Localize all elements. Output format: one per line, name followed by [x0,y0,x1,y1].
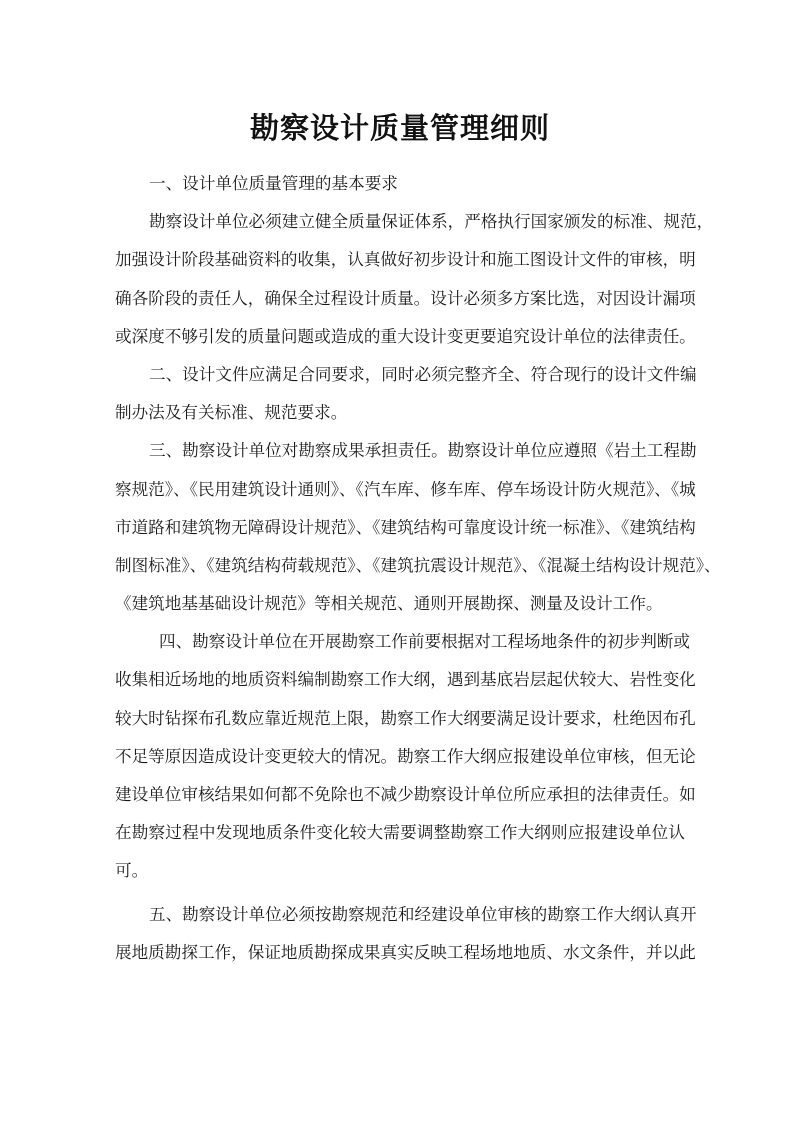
paragraph-line: 三、勘察设计单位对勘察成果承担责任。勘察设计单位应遵照《岩土工程勘 [149,441,697,461]
paragraph-line: 收集相近场地的地质资料编制勘察工作大纲，遇到基底岩层起伏较大、岩性变化 [115,670,696,690]
section-heading: 一、设计单位质量管理的基本要求 [149,174,398,193]
paragraph-line: 制图标准》、《建筑结构荷载规范》、《建筑抗震设计规范》、《混凝土结构设计规范》、 [115,555,721,575]
paragraph-line: 制办法及有关标准、规范要求。 [115,403,348,423]
document-title: 勘察设计质量管理细则 [249,111,550,145]
paragraph-line: 或深度不够引发的质量问题或造成的重大设计变更要追究设计单位的法律责任。 [115,326,696,346]
paragraph-line: 五、勘察设计单位必须按勘察规范和经建设单位审核的勘察工作大纲认真开 [149,904,697,924]
paragraph-line: 察规范》、《民用建筑设计通则》、《汽车库、修车库、停车场设计防火规范》、《城 [115,479,696,499]
paragraph-line: 在勘察过程中发现地质条件变化较大需要调整勘察工作大纲则应报建设单位认 [115,823,685,843]
paragraph-line: 展地质勘探工作，保证地质勘探成果真实反映工程场地地质、水文条件，并以此 [115,942,696,962]
paragraph-line: 较大时钻探布孔数应靠近规范上限，勘察工作大纲要满足设计要求，杜绝因布孔 [115,708,696,728]
paragraph-line: 不足等原因造成设计变更较大的情况。勘察工作大纲应报建设单位审核，但无论 [115,746,696,766]
paragraph-line: 《建筑地基基础设计规范》等相关规范、通则开展勘探、测量及设计工作。 [115,594,663,614]
paragraph-line: 二、设计文件应满足合同要求，同时必须完整齐全、符合现行的设计文件编 [149,364,697,384]
document-body [115,165,721,972]
paragraph-line: 加强设计阶段基础资料的收集，认真做好初步设计和施工图设计文件的审核，明 [115,250,696,270]
paragraph-line: 市道路和建筑物无障碍设计规范》、《建筑结构可靠度设计统一标准》、《建筑结构 [115,517,696,537]
paragraph-line: 可。 [115,861,149,881]
paragraph-line: 四、勘察设计单位在开展勘察工作前要根据对工程场地条件的初步判断或 [159,632,690,652]
paragraph-line: 勘察设计单位必须建立健全质量保证体系，严格执行国家颁发的标准、规范， [149,212,714,232]
paragraph-line: 确各阶段的责任人，确保全过程设计质量。设计必须多方案比选，对因设计漏项 [115,288,696,308]
paragraph-line: 建设单位审核结果如何都不免除也不减少勘察设计单位所应承担的法律责任。如 [115,785,696,804]
